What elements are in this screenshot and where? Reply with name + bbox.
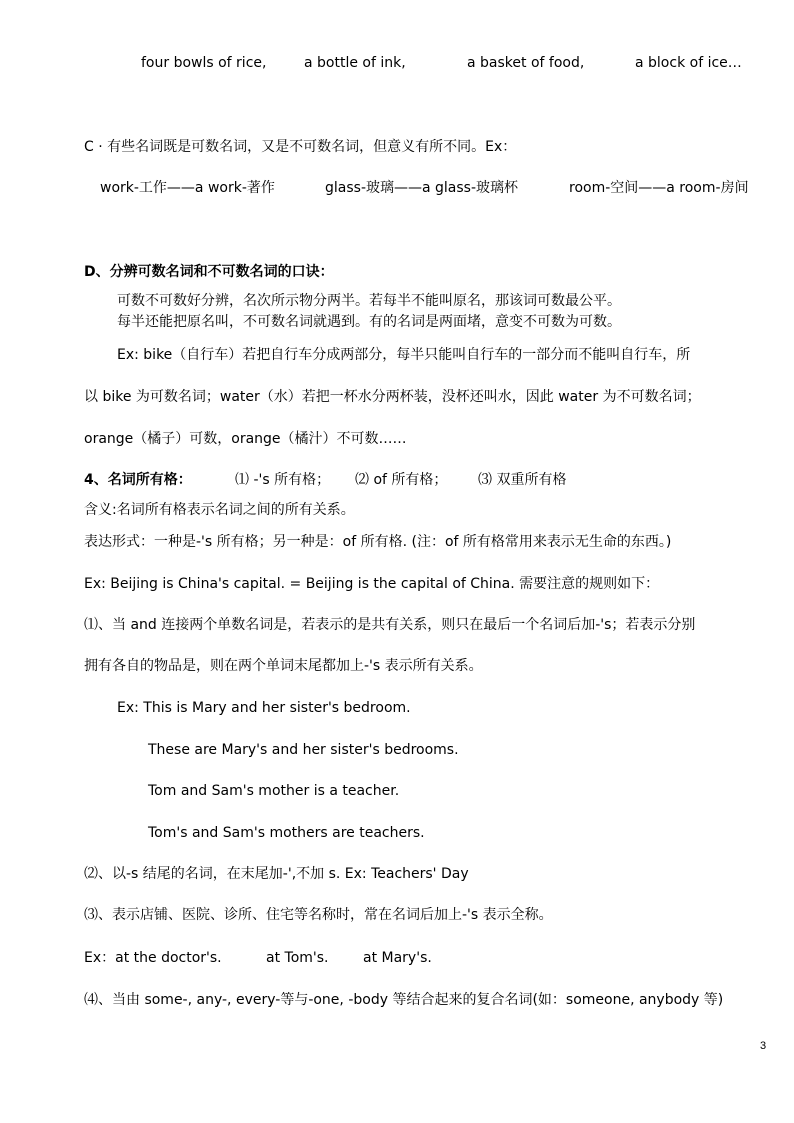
possessive-type: ⑶ 双重所有格 <box>478 472 567 488</box>
example-ink: a bottle of ink, <box>304 55 406 71</box>
section-4-heading: 4、名词所有格： <box>84 472 192 488</box>
page-number: 3 <box>760 1040 767 1052</box>
example-work: work-工作——a work-著作 <box>100 180 275 196</box>
possessive-type: ⑵ of 所有格； <box>355 472 448 488</box>
rule-3-example: at Mary's. <box>363 950 432 966</box>
rule-1-line: 拥有各自的物品是，则在两个单词末尾都加上-'s 表示所有关系。 <box>84 658 483 674</box>
example-room: room-空间——a room-房间 <box>569 180 749 196</box>
rule-1-example: Ex: This is Mary and her sister's bedroom. <box>117 700 411 716</box>
section-d-ex-line: orange（橘子）可数，orange（橘汁）不可数…… <box>84 431 407 447</box>
rule-2-line: ⑵、以-s 结尾的名词，在末尾加-',不加 s. Ex: Teachers' Day <box>84 866 469 882</box>
rule-3-line: ⑶、表示店铺、医院、诊所、住宅等名称时，常在名词后加上-'s 表示全称。 <box>84 907 553 923</box>
section-c-heading: C · 有些名词既是可数名词，又是不可数名词，但意义有所不同。Ex： <box>84 139 517 155</box>
rule-1-example: Tom's and Sam's mothers are teachers. <box>148 825 425 841</box>
verse-line: 每半还能把原名叫，不可数名词就遇到。有的名词是两面堵，意变不可数为可数。 <box>117 314 621 330</box>
example-beijing-line: Ex: Beijing is China's capital. = Beijing is the capital of China. 需要注意的规则如下： <box>84 576 660 592</box>
verse-line: 可数不可数好分辨，名次所示物分两半。若每半不能叫原名，那该词可数最公平。 <box>117 293 621 309</box>
example-glass: glass-玻璃——a glass-玻璃杯 <box>325 180 519 196</box>
rule-1-line: ⑴、当 and 连接两个单数名词是，若表示的是共有关系，则只在最后一个名词后加-'s；若表示分别 <box>84 617 696 633</box>
section-d-ex-line: 以 bike 为可数名词；water（水）若把一杯水分两杯装，没杯还叫水，因此 water 为不可数名词； <box>84 389 701 405</box>
forms-line: 表达形式：一种是-'s 所有格；另一种是：of 所有格. (注：of 所有格常用来表示无生命的东西。) <box>84 534 672 550</box>
example-food: a basket of food, <box>467 55 585 71</box>
rule-1-example: These are Mary's and her sister's bedrooms. <box>148 742 459 758</box>
example-ice: a block of ice… <box>635 55 742 71</box>
rule-3-example: at Tom's. <box>266 950 329 966</box>
possessive-type: ⑴ -'s 所有格； <box>235 472 331 488</box>
section-d-heading: D、分辨可数名词和不可数名词的口诀： <box>84 264 334 280</box>
rule-4-line: ⑷、当由 some-, any-, every-等与-one, -body 等结合起来的复合名词(如：someone, anybody 等) <box>84 992 724 1008</box>
meaning-line: 含义:名词所有格表示名词之间的所有关系。 <box>84 502 355 518</box>
rule-1-example: Tom and Sam's mother is a teacher. <box>148 783 400 799</box>
example-rice: four bowls of rice, <box>141 55 267 71</box>
section-d-ex-line: Ex: bike（自行车）若把自行车分成两部分，每半只能叫自行车的一部分而不能叫自行车，所 <box>117 347 691 363</box>
rule-3-example: Ex：at the doctor's. <box>84 950 222 966</box>
